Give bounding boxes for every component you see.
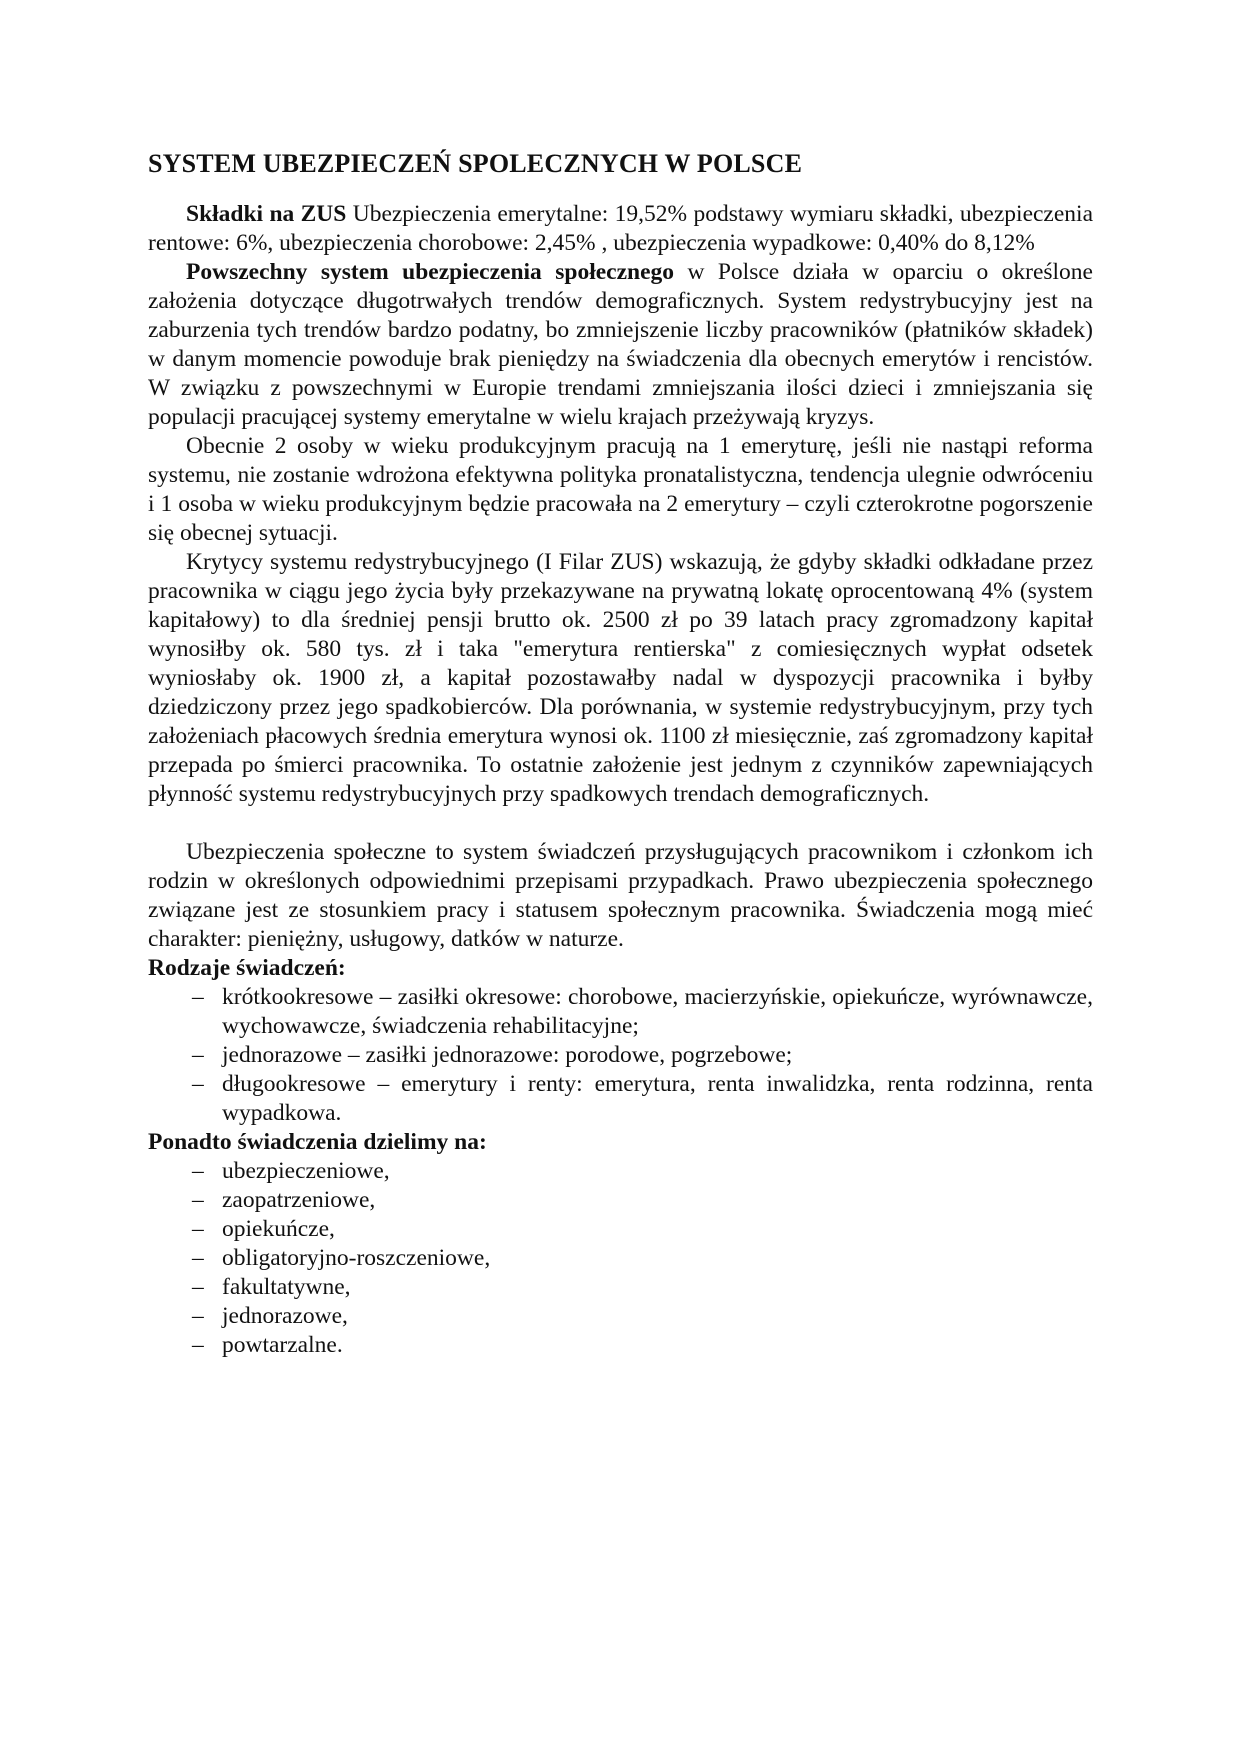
paragraph-contributions-lead: Składki na ZUS [186, 201, 347, 227]
paragraph-demographics: Obecnie 2 osoby w wieku produkcyjnym pracują na 1 emeryturę, jeśli nie nastąpi reforma systemu, nie zostanie wdrożona efektywna polityka pronatalistyczna, tendencja ulegnie odwróceniu i 1 osoba w wieku produkcyjnym będzie pracowała na 2 emerytury – czyli czterokrotne pogorszenie się obecnej sytuacji. [148, 433, 1093, 546]
benefit-types-list [148, 983, 1093, 1128]
list-heading-benefit-types: Rodzaje świadczeń: [148, 955, 346, 981]
list-item [148, 1302, 1093, 1331]
list-item-text: długookresowe – emerytury i renty: emerytura, renta inwalidzka, renta rodzinna, renta wypadkowa. [222, 1071, 1093, 1126]
dash-bullet: – [192, 1245, 204, 1271]
list-item [148, 1070, 1093, 1128]
dash-bullet: – [192, 984, 204, 1010]
list-item-text: zaopatrzeniowe, [222, 1187, 376, 1213]
list-item [148, 1186, 1093, 1215]
document-title: SYSTEM UBEZPIECZEŃ SPOLECZNYCH W POLSCE [148, 149, 803, 178]
list-item [148, 1273, 1093, 1302]
dash-bullet: – [192, 1042, 204, 1068]
paragraph-contributions [148, 200, 1093, 258]
list-item [148, 1041, 1093, 1070]
list-item-text: jednorazowe, [222, 1303, 348, 1329]
paragraph-critics: Krytycy systemu redystrybucyjnego (I Filar ZUS) wskazują, że gdyby składki odkładane przez pracownika w ciągu jego życia były przekazywane na prywatną lokatę oprocentowaną 4% (system kapitałowy) to dla średniej pensji brutto ok. 2500 zł po 39 latach pracy zgromadzony kapitał wynosiłby ok. 580 tys. zł i taka "emerytura rentierska" z comiesięcznych wypłat odsetek wyniosłaby ok. 1900 zł, a kapitał pozostawałby nadal w dyspozycji pracownika i byłby dziedziczony przez jego spadkobierców. Dla porównania, w systemie redystrybucyjnym, przy tych założeniach płacowych średnia emerytura wynosi ok. 1100 zł miesięcznie, zaś zgromadzony kapitał przepada po śmierci pracownika. To ostatnie założenie jest jednym z czynników zapewniających płynność systemu redystrybucyjnych przy spadkowych trendach demograficznych. [148, 549, 1093, 807]
paragraph-general-system-text: w Polsce działa w oparciu o określone założenia dotyczące długotrwałych trendów demograficznych. System redystrybucyjny jest na zaburzenia tych trendów bardzo podatny, bo zmniejszenie liczby pracowników (płatników składek) w danym momencie powoduje brak pieniędzy na świadczenia dla obecnych emerytów i rencistów. W związku z powszechnymi w Europie trendami zmniejszania ilości dzieci i zmniejszania się populacji pracującej systemy emerytalne w wielu krajach przeżywają kryzys. [148, 259, 1093, 430]
paragraph-contributions-text: Ubezpieczenia emerytalne: 19,52% podstawy wymiaru składki, ubezpieczenia rentowe: 6%, ubezpieczenia chorobowe: 2,45% , ubezpieczenia wypadkowe: 0,40% do 8,12% [148, 201, 1093, 256]
dash-bullet: – [192, 1332, 204, 1358]
paragraph-general-system [148, 258, 1093, 432]
list-item [148, 983, 1093, 1041]
list-item-text: powtarzalne. [222, 1332, 343, 1358]
list-item-text: opiekuńcze, [222, 1216, 335, 1242]
dash-bullet: – [192, 1274, 204, 1300]
paragraph-general-system-lead: Powszechny system ubezpieczenia społecznego [186, 259, 675, 285]
paragraph-social-insurance: Ubezpieczenia społeczne to system świadczeń przysługujących pracownikom i członkom ich rodzin w określonych odpowiednimi przepisami przypadkach. Prawo ubezpieczenia społecznego związane jest ze stosunkiem pracy i statusem społecznym pracownika. Świadczenia mogą mieć charakter: pieniężny, usługowy, datków w naturze. [148, 839, 1093, 952]
list-item-text: krótkookresowe – zasiłki okresowe: chorobowe, macierzyńskie, opiekuńcze, wyrównawcze, wychowawcze, świadczenia rehabilitacyjne; [222, 984, 1093, 1039]
dash-bullet: – [192, 1216, 204, 1242]
dash-bullet: – [192, 1187, 204, 1213]
dash-bullet: – [192, 1303, 204, 1329]
list-item-text: fakultatywne, [222, 1274, 351, 1300]
list-item-text: jednorazowe – zasiłki jednorazowe: porodowe, pogrzebowe; [222, 1042, 793, 1068]
benefit-division-list [148, 1157, 1093, 1360]
list-item-text: ubezpieczeniowe, [222, 1158, 390, 1184]
list-heading-benefit-division: Ponadto świadczenia dzielimy na: [148, 1129, 487, 1155]
list-item [148, 1215, 1093, 1244]
dash-bullet: – [192, 1158, 204, 1184]
paragraph-spacer [148, 809, 1093, 838]
document-page [148, 140, 1093, 1360]
list-item [148, 1244, 1093, 1273]
list-item-text: obligatoryjno-roszczeniowe, [222, 1245, 491, 1271]
dash-bullet: – [192, 1071, 204, 1097]
list-item [148, 1331, 1093, 1360]
list-item [148, 1157, 1093, 1186]
